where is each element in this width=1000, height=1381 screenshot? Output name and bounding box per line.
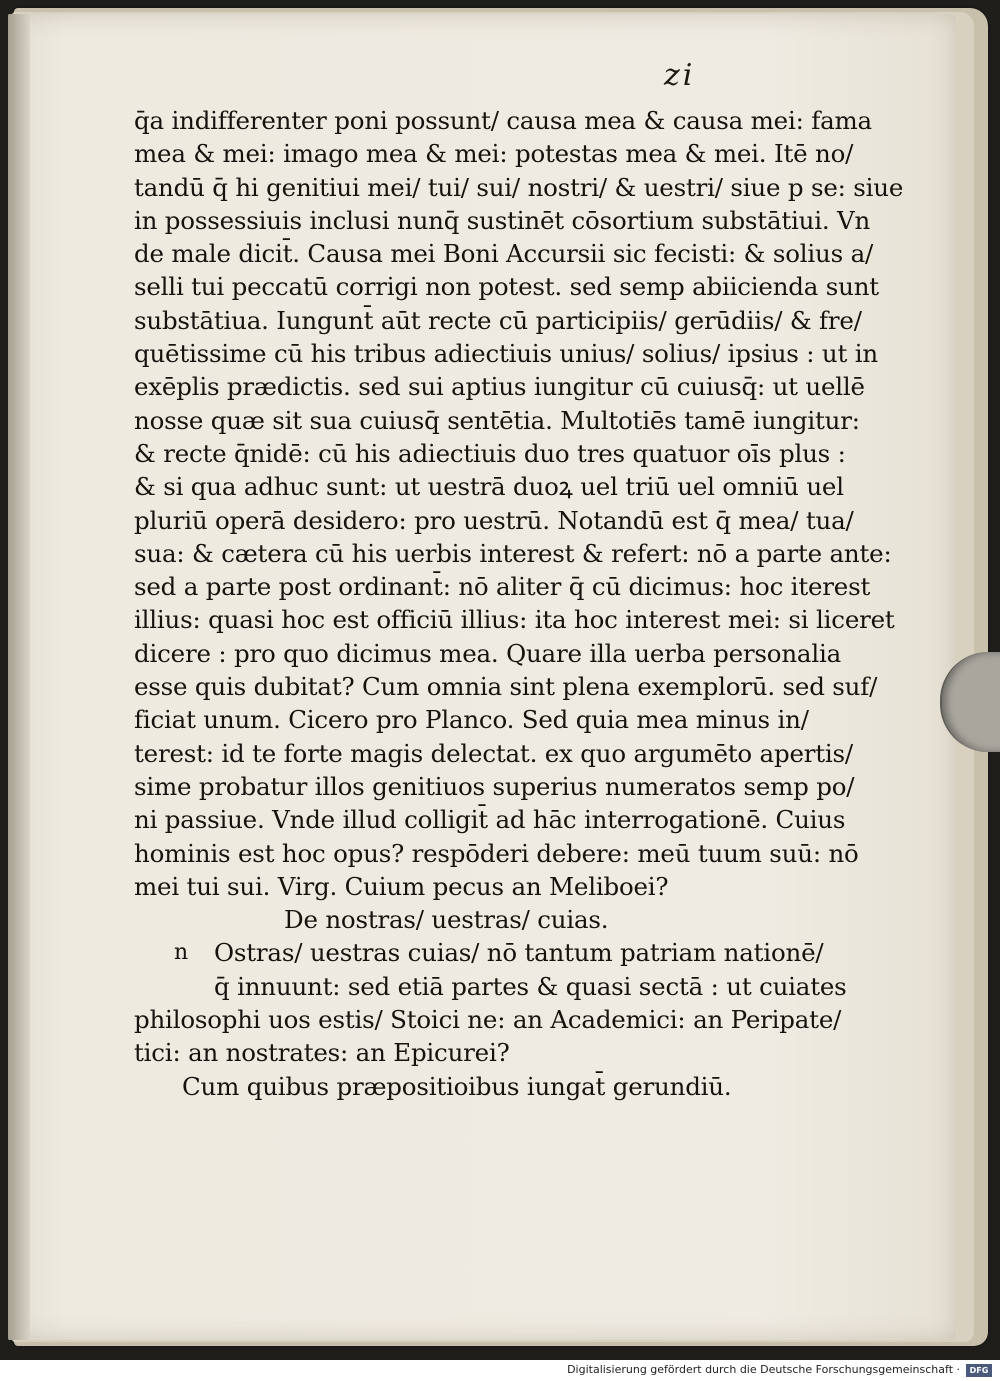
section-first-line-text: Ostras/ uestras cuias/ nō tantum patriam nationē/ xyxy=(214,938,824,968)
text-line: de male dicit̄. Causa mei Boni Accursii sic fecisti: & solius a/ xyxy=(134,239,874,269)
footer-credit: Digitalisierung gefördert durch die Deutsche Forschungsgemeinschaft · xyxy=(567,1363,960,1376)
text-line: & si qua adhuc sunt: ut uestrā duoꝝ uel triū uel omniū uel xyxy=(134,472,844,502)
text-line: ni passiue. Vnde illud colligit̄ ad hāc interrogationē. Cuius xyxy=(134,805,846,835)
text-line: esse quis dubitat? Cum omnia sint plena exemplorū. sed suf/ xyxy=(134,672,878,702)
text-line: ficiat unum. Cicero pro Planco. Sed quia mea minus in/ xyxy=(134,705,809,735)
text-line: dicere : pro quo dicimus mea. Quare illa uerba personalia xyxy=(134,638,841,668)
section-first-line xyxy=(134,936,824,969)
text-line: mei tui sui. Virg. Cuium pecus an Meliboei? xyxy=(134,871,669,901)
text-line: sed a parte post ordinant̄: nō aliter q̄ cū dicimus: hoc iterest xyxy=(134,572,871,602)
text-line: illius: quasi hoc est officiū illius: ita hoc interest mei: si liceret xyxy=(134,605,895,635)
text-line: q̄a indifferenter poni possunt/ causa mea & causa mei: fama xyxy=(134,106,872,135)
section-heading: De nostras/ uestras/ cuias. xyxy=(284,905,609,935)
closing-heading: Cum quibus præpositioibus iungat̄ gerundiū. xyxy=(182,1071,732,1101)
text-line: tandū q̄ hi genitiui mei/ tui/ sui/ nostri/ & uestri/ siue p se: siue xyxy=(134,172,904,202)
folio-number: zi xyxy=(664,58,696,93)
text-line: quētissime cū his tribus adiectiuis unius/ solius/ ipsius : ut in xyxy=(134,339,878,369)
text-line: q̄ innuunt: sed etiā partes & quasi sectā : ut cuiates xyxy=(214,971,847,1001)
text-line: philosophi uos estis/ Stoici ne: an Academici: an Peripate/ xyxy=(134,1005,842,1035)
text-line: pluriū operā desidero: pro uestrū. Notandū est q̄ mea/ tua/ xyxy=(134,505,854,535)
footer-bar xyxy=(0,1360,1000,1381)
text-line: nosse quæ sit sua cuiusq̄ sentētia. Multotiēs tamē iungitur: xyxy=(134,405,860,435)
text-line: exēplis prædictis. sed sui aptius iungitur cū cuiusq̄: ut uellē xyxy=(134,372,865,402)
text-line: tici: an nostrates: an Epicurei? xyxy=(134,1038,510,1068)
text-line: in possessiuis inclusi nunq̄ sustinēt cōsortium substātiui. Vn xyxy=(134,205,871,235)
text-line: substātiua. Iungunt̄ aūt recte cū participiis/ gerūdiis/ & fre/ xyxy=(134,305,862,335)
guide-initial-letter: n xyxy=(174,940,188,966)
text-line: & recte q̄nidē: cū his adiectiuis duo tres quatuor oīs plus : xyxy=(134,438,846,468)
text-line: sua: & cætera cū his uerbis interest & refert: nō a parte ante: xyxy=(134,538,892,568)
text-line: terest: id te forte magis delectat. ex quo argumēto apertis/ xyxy=(134,738,853,768)
text-line: sime probatur illos genitiuos superius numeratos semp po/ xyxy=(134,771,855,801)
dfg-logo-icon: DFG xyxy=(966,1364,992,1377)
text-line: mea & mei: imago mea & mei: potestas mea & mei. Itē no/ xyxy=(134,139,854,169)
text-block xyxy=(134,104,904,1103)
text-line: selli tui peccatū corrigi non potest. sed semp abiicienda sunt xyxy=(134,272,879,302)
page-gutter xyxy=(8,14,30,1340)
text-line: hominis est hoc opus? respōderi debere: meū tuum suū: nō xyxy=(134,838,859,868)
